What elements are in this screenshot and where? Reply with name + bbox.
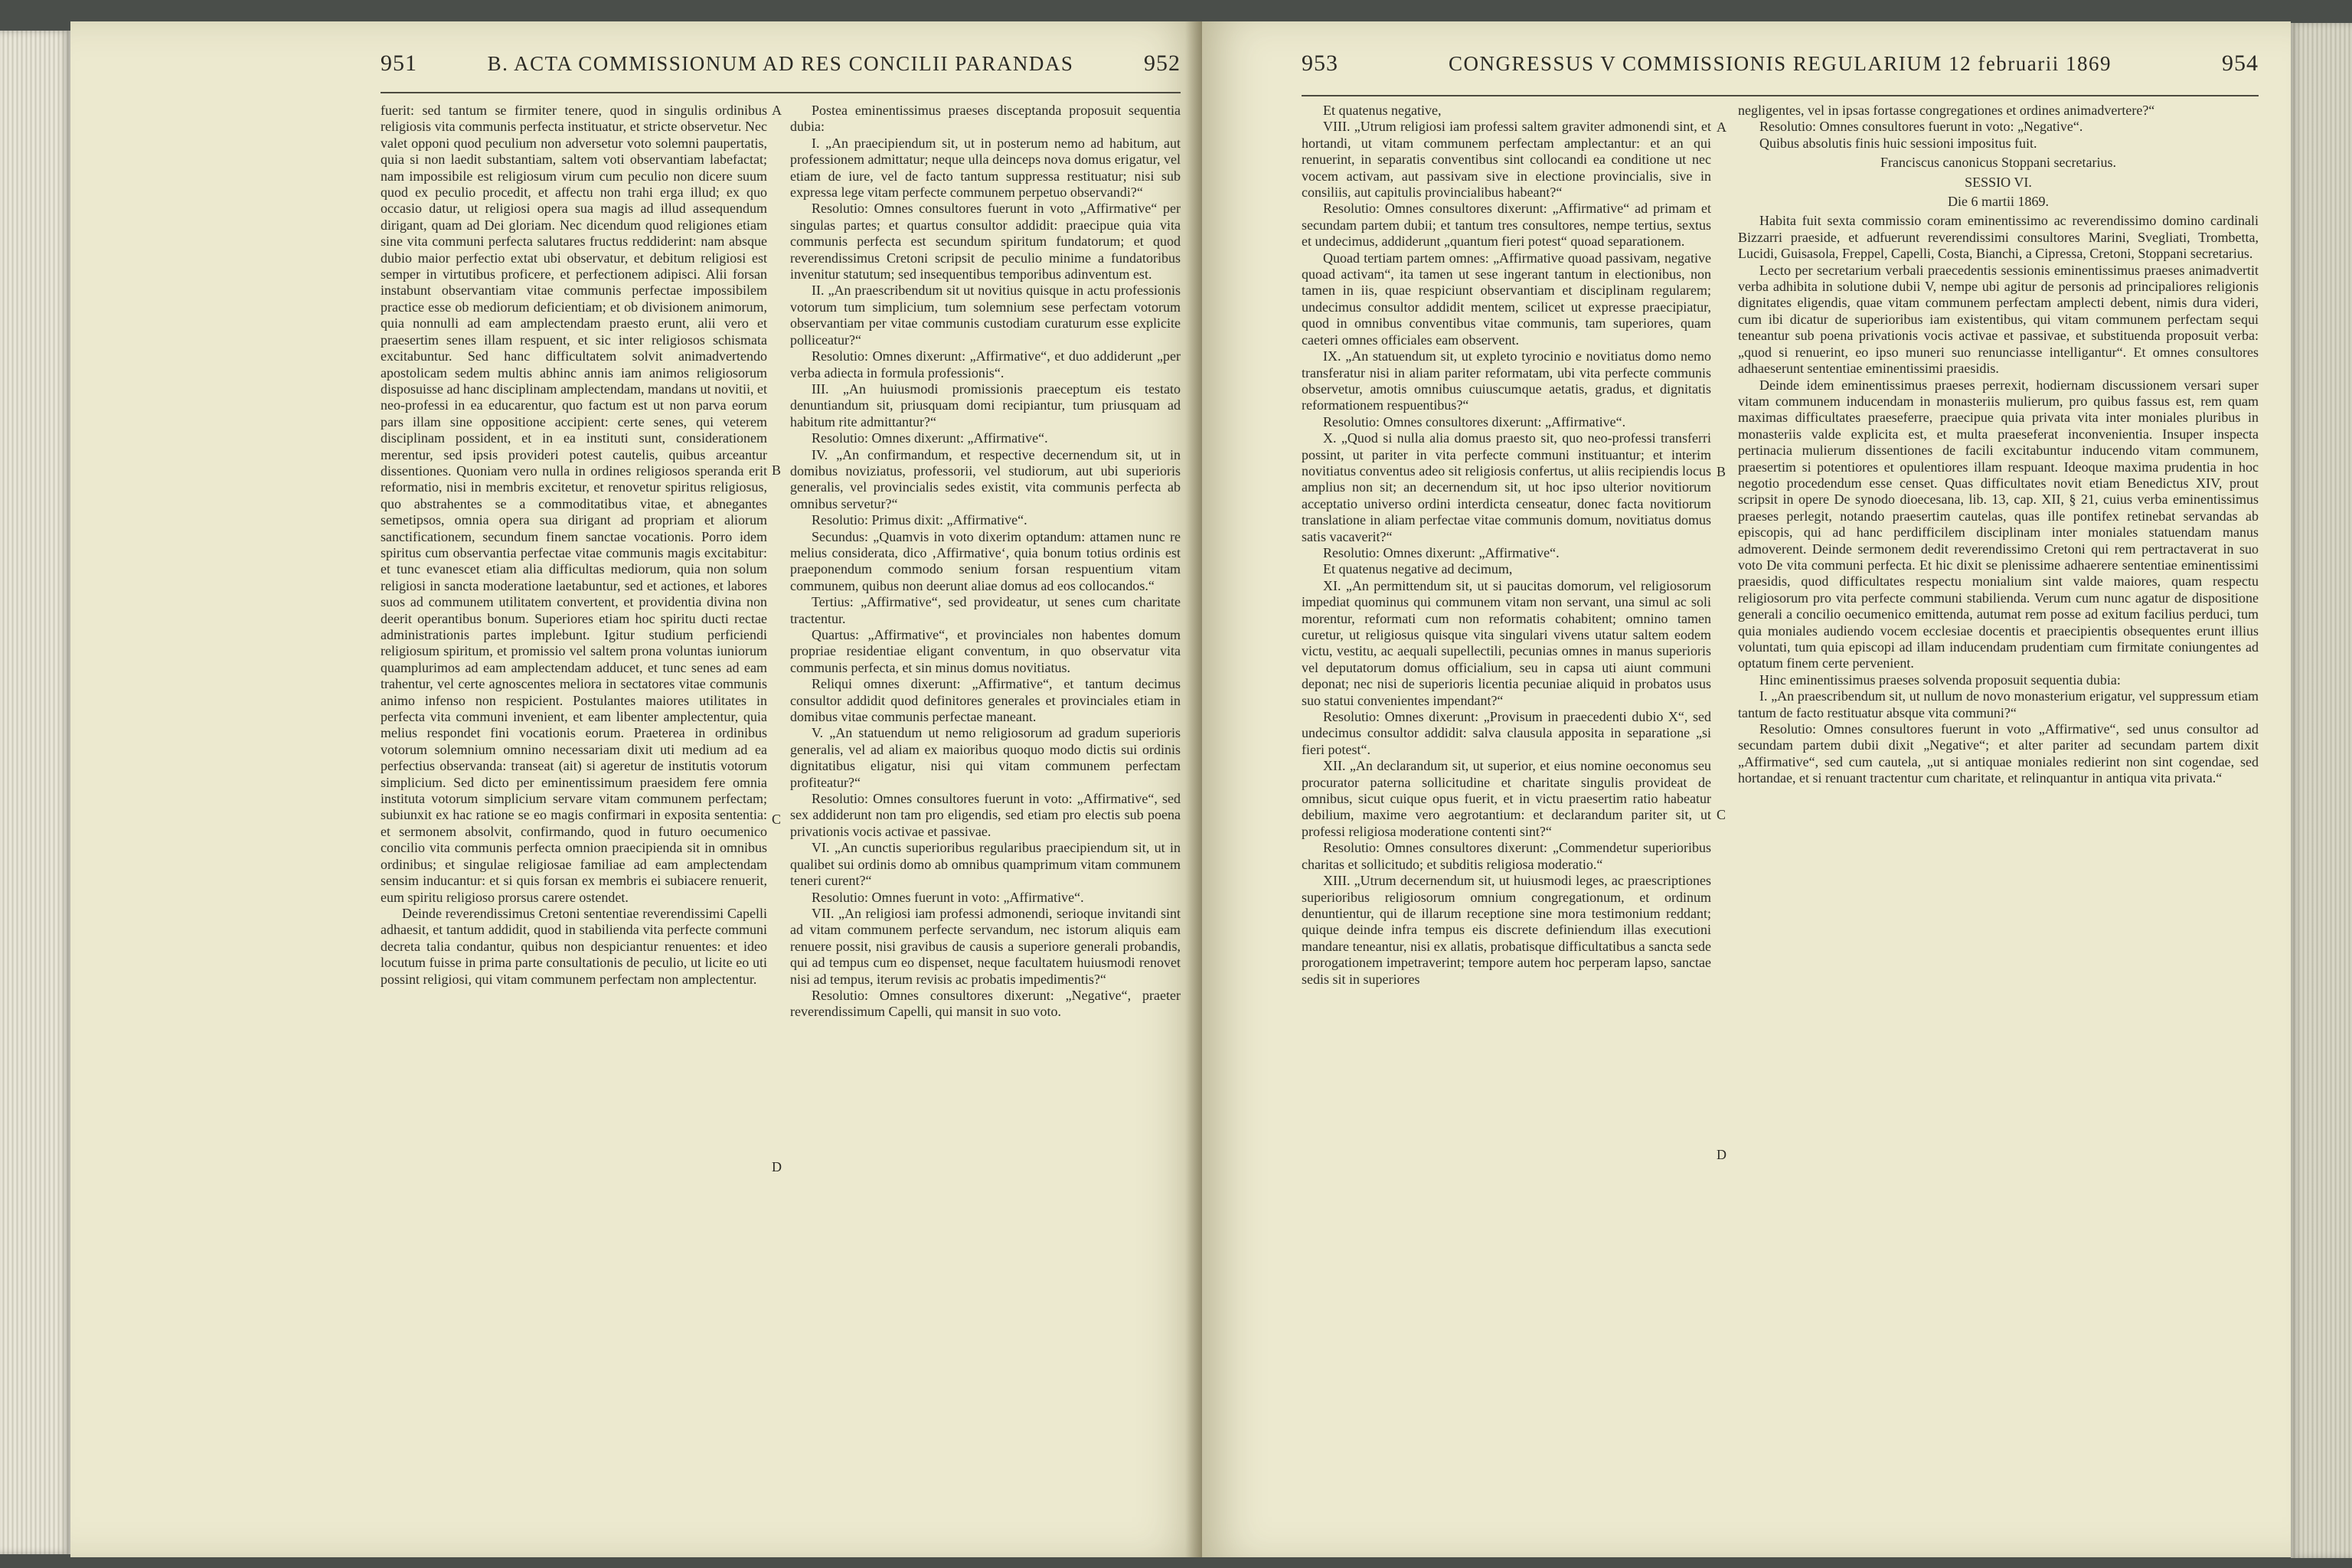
paragraph: II. „An praescribendum sit ut novitius quisque in actu professionis votorum tum simplicium, tum solemnium sese perfectam votorum observantiam per vitae communis custodiam curaturum esse explicite polliceatur?“: [790, 283, 1181, 348]
paragraph: Quartus: „Affirmative“, et provinciales non habentes domum propriae residentiae eligant conventum, in quo observatur vita communis perfecta, et sin minus domus novitiatus.: [790, 627, 1181, 675]
book-page-edges-left: [0, 31, 70, 1554]
paragraph: I. „An praecipiendum sit, ut in posterum nemo ad habitum, aut professionem admittatur; neque ulla deinceps nova domus erigatur, vel etiam de iure, vel de facto tantum suppressa restituatur; nisi sub expressa lege vitam perfecte communem perpetuo observandi?“: [790, 135, 1181, 201]
paragraph: Resolutio: Omnes fuerunt in voto: „Affirmative“.: [812, 889, 1084, 905]
paragraph: III. „An huiusmodi promissionis praeceptum eis testato denuntiandum sit, priusquam domi recipiantur, tum priusquam ad habitum rite admittantur?“: [790, 381, 1181, 430]
signature-line: Franciscus canonicus Stoppani secretarius.: [1880, 155, 2116, 171]
paragraph: fuerit: sed tantum se firmiter tenere, quod in singulis ordinibus religiosis vita communis perfecta instituatur, et stricte observetur. Nec valet opponi quod peculium non adversetur voto solemni paupertatis, quia si non laedit substantiam, saltem voti observantiam labefactat; nam impossibile est religiosum virum cum peculio non dicere suum quod ex peculio procedit, et affectu non trahi erga illud; ex quo occasio datur, ut religiosi opera sua magis ad illud assequendum dirigant, quam ad Dei gloriam. Nec dicendum quod religiones etiam sine vita communi perfecta salutares fructus reddiderint: nam absque dubio maior perfectio extat ubi observatur, et debitum religiosi est semper in virtutibus proficere, et perfectionem adipisci. Alii forsan instabunt observantiam vitae communis perfectae impossibilem practice esse ob mediorum deficientiam; et ob divisionem animorum, quia nonnulli ad eam amplectendam praesto erunt, alii vero et praesertim senes illam respuent, et sic inter religiosos schismata excitabuntur. Sed hanc difficultatem solvit animadvertendo apostolicam sedem multis abhinc annis iam animos religiosorum disposuisse ad hanc disciplinam amplectendam, mandans ut novitii, et neo-professi in ea educarentur, quo factum est ut non parva eorum pars illam sine oppositione accipient: certe senes, qui veterem disciplinam possident, et in ea instituti sunt, considerationem merentur, sed ipsis provideri potest cautelis, quibus arceantur dissentiones. Quoniam vero nulla in ordines religiosos speranda erit reformatio, nisi in membris excitetur, et renovetur spiritus religiosus, quo abstrahentes se a commoditatibus vitae, et abnegantes semetipsos, omnia opera sua dirigant ad propriam et aliorum sanctificationem, secundum finem sanctae vocationis. Porro idem spiritus cum observantia perfectae vitae communis magis excitabitur: et tunc evanescet etiam alia difficultas mediorum, quia non solum religiosi in sancta moderatione laetabuntur, sed et actiones, et labores suos ad communem utilitatem convertent, et providentia divina non deerit operantibus bonum. Superiores etiam hoc spiritu ducti rectae administrationis partes implebunt. Igitur studium perficiendi religiosum spiritum, et promissio vel saltem prona voluntas iuniorum quamplurimos ad eam amplectendam adducet, et tunc senes ad eam trahentur, vel certe agnoscentes meliora in sectatores vitae communis animo infenso non respicient. Postulantes maiores utilitates in perfecta vita communi invenient, et eam libenter amplectentur, quia melius respondet fini vocationis eorum. Praeterea in ordinibus votorum solemnium omnino necessariam dixit uti medium ad ea perfectius observanda: transeat (ait) si ageretur de institutis votorum simplicium. Sed dicto per eminentissimum praesidem fere omnia instituta votorum simplicium servare vitam communem perfectam; subiunxit ex hac ratione se eo magis confirmari in exposita sententia: et sermonem absolvit, confirmando, quod in futuro oecumenico concilio vita communis perfecta omnion praecipienda sit in omnibus ordinibus; et singulae religiosae familiae ad eam amplectendam sensim inducantur: et si quis forsan ex membris ei subiacere renuerit, eum spiritu religioso prorsus carere ostendet.: [381, 103, 767, 905]
margin-letter: C: [772, 812, 782, 827]
right-page-column-1: [1302, 103, 1711, 988]
left-page-column-2: [790, 103, 1181, 1021]
paragraph: VI. „An cunctis superioribus regularibus praecipiendum sit, ut in qualibet sui ordinis domo ab omnibus quamprimum vitam communem teneri curent?“: [790, 840, 1181, 889]
paragraph: XIII. „Utrum decernendum sit, ut huiusmodi leges, ac praescriptiones superioribus religiosorum omnium congregationum, et ordinum denuntientur, qui de illarum receptione sine mora testimonium reddant; quique deinde infra tempus eis discrete definiendum illas executioni mandare teneantur, nisi ex allatis, probatisque difficultatibus a sancta sede prorogationem impetraverint; tempore autem hoc perperam lapso, sanctae sedis sit in superiores: [1302, 873, 1711, 987]
paragraph: Resolutio: Omnes consultores fuerunt in voto „Affirmative“ per singulas partes; et quartus consultor addidit: praecipue quia vita communis perfecta est secundum spiritum fundatorum; et quod reverendissimus Cretoni scripsit de peculio minime a fundatoribus invenitur statutum; sed insequentibus temporibus adinventum est.: [790, 201, 1181, 283]
margin-letter: B: [1717, 464, 1726, 479]
paragraph: Resolutio: Omnes consultores dixerunt: „Affirmative“ ad primam et secundam partem dubii; et tantum tres consultores, nempe tertius, sextus et undecimus, addiderunt „quantum fieri potest“ quoad separationem.: [1302, 201, 1711, 250]
paragraph: Quoad tertiam partem omnes: „Affirmative quoad passivam, negative quoad activam“, ita tamen ut sese ingerant tantum in electionibus, non tamen in iis, quae respiciunt observantiam et disciplinam regularem; undecimus consultor addidit mentem, scilicet ut expresse praecipiatur, quod in omnibus conventibus vitae communis, tam superiores, quam caeteri omnes officiales eam observent.: [1302, 250, 1711, 348]
running-title: CONGRESSUS V COMMISSIONIS REGULARIUM 12 februarii 1869: [1448, 52, 2112, 75]
paragraph: Resolutio: Omnes dixerunt: „Affirmative“.: [1323, 544, 1560, 560]
margin-letter: B: [772, 462, 782, 478]
paragraph: Deinde reverendissimus Cretoni sententiae reverendissimi Capelli adhaesit, et tantum addidit, quod in stabilienda vita perfecte communi decreta talia condantur, quibus non despiciantur renuentes: et ideo locutum fuisse in prima parte consultationis de peculio, ut licite eo uti possint religiosi, qui vitam communem perfectam non amplectentur.: [381, 905, 767, 987]
running-title: B. ACTA COMMISSIONUM AD RES CONCILII PARANDAS: [487, 52, 1074, 75]
paragraph: VIII. „Utrum religiosi iam professi saltem graviter admonendi sint, et hortandi, ut vitam communem perfectam amplectantur: et an qui renuerint, in separatis conventibus sint collocandi ea conditione ut nec vocem activam, aut passivam sive in electione provincialis, sive in consiliis, aut capitulis provincialibus habeant?“: [1302, 119, 1711, 201]
paragraph: Resolutio: Omnes consultores dixerunt: „Affirmative“.: [1323, 413, 1626, 430]
paragraph: Resolutio: Omnes dixerunt: „Provisum in praecedenti dubio X“, sed undecimus consultor addidit: salva clausula apposita in separatione „si fieri potest“.: [1302, 709, 1711, 757]
paragraph: Hinc eminentissimus praeses solvenda proposuit sequentia dubia:: [1759, 671, 2121, 688]
margin-letter: A: [772, 103, 782, 118]
paragraph: Secundus: „Quamvis in voto dixerim optandum: attamen nunc re melius considerata, dico ‚Affirmative‘, quia bonum totius ordinis est praeponendum commodo senium forsan respuentium vitam communem, quibus non deerunt aliae domus ad eos collocandos.“: [790, 528, 1181, 593]
paragraph: Resolutio: Omnes consultores fuerunt in voto: „Affirmative“, sed sex addiderunt non tam pro eligendis, sed etiam pro electis sub poena privationis vocis activae et passivae.: [790, 791, 1181, 839]
margin-letter: D: [1717, 1147, 1726, 1162]
paragraph: X. „Quod si nulla alia domus praesto sit, quo neo-professi transferri possint, ut pariter in vita perfecte communi instituantur; et interim novitiatus conventus adeo sit religiosis confertus, ut aliis recipiendis locus amplius non sit; an decernendum sit, ut hoc ipso ulterior novitiorum acceptatio universo ordini interdicta censeatur, donec facta novitiorum translatione in aliam perfectae vitae communis domum, novitiatus domus satis vacaverit?“: [1302, 430, 1711, 544]
right-page-column-2: [1738, 103, 2259, 787]
margin-letter: A: [1717, 119, 1726, 135]
header-rule: [1302, 95, 2259, 96]
session-heading: SESSIO VI.: [1965, 174, 2032, 190]
book-page-edges-right: [2291, 23, 2352, 1558]
session-date: Die 6 martii 1869.: [1948, 194, 2049, 210]
page-number: 953: [1302, 51, 1338, 76]
paragraph: negligentes, vel in ipsas fortasse congregationes et ordines animadvertere?“: [1738, 103, 2155, 118]
margin-letter: C: [1717, 807, 1726, 822]
page-number: 951: [381, 51, 417, 76]
left-page-column-1: [381, 103, 767, 988]
paragraph: Resolutio: Omnes dixerunt: „Affirmative“.: [812, 430, 1048, 446]
paragraph: Et quatenus negative ad decimum,: [1323, 561, 1513, 577]
paragraph: Deinde idem eminentissimus praeses perrexit, hodiernam discussionem versari super vitam communem inducendam in monasteriis mulierum, pro quibus fassus est, rem quam maximas difficultates praeseferre, praecipue quia privata vita inter moniales pluribus in monasteriis valde explicita est, et multa praeseferat inconvenientia. Insuper inspecta pertinacia mulierum dissentiones de facili excitabuntur inducendo vitam communem, praesertim si potentiores et opulentiores illam respuant. Ideoque maxima prudentia in hoc negotio procedendum esse censet. Quas difficultates novit etiam Benedictus XIV, prout scripsit in opere De synodo dioecesana, lib. 13, cap. XII, § 21, cuius verba eminentissimus praeses perlegit, notando praesertim cautelas, quas ille pontifex retinebat servandas ab episcopis, qui ad hanc perdifficilem disciplinam inter moniales statuendam manus admoverent. Deinde sermonem dedit reverendissimo Cretoni qui rem pertractaverat in suo voto De vita communi perfecta. Et hic dixit se plenissime adhaerere sententiae eminentissimi praesidis, quod difficultates respectu monialium sint valde maiores, quam respectu religiosorum pro vita perfecte communi stabilienda. Verum cum nunc agatur de dispositione generali a concilio oecumenico emittenda, autumat rem posse ad exitum facilius perduci, tum quia moniales audiendo vocem ecclesiae docentis et praecipientis obsequentes erunt illius voluntati, tum quia episcopi ad illam inducendam prudentiam cum firmitate coniungentes ad optatum finem certe pervenient.: [1738, 377, 2259, 671]
paragraph: V. „An statuendum ut nemo religiosorum ad gradum superioris generalis, vel ad aliam ex maioribus quoquo modo dictis sui ordinis dignitatibus eligatur, nisi qui vitam communem perfectam profiteatur?“: [790, 725, 1181, 790]
left-page: [70, 21, 1202, 1557]
paragraph: Quibus absolutis finis huic sessioni impositus fuit.: [1759, 135, 2037, 151]
paragraph: Postea eminentissimus praeses disceptanda proposuit sequentia dubia:: [790, 103, 1181, 135]
right-page-header: [1302, 51, 2259, 89]
header-rule: [381, 92, 1181, 93]
paragraph: I. „An praescribendum sit, ut nullum de novo monasterium erigatur, vel suppressum etiam tantum de facto restituatur absque vita communi?“: [1738, 688, 2259, 720]
paragraph: Resolutio: Omnes consultores dixerunt: „Commendetur superioribus charitas et sollicitudo; et subditis religiosa moderatio.“: [1302, 840, 1711, 872]
paragraph: Resolutio: Omnes consultores dixerunt: „Negative“, praeter reverendissimum Capelli, qui mansit in suo voto.: [790, 987, 1181, 1020]
paragraph: Lecto per secretarium verbali praecedentis sessionis eminentissimus praeses animadvertit verba adhibita in solutione dubii V, nempe ubi agitur de personis ad principaliores religionis dignitates eligendis, quae vitam communem perfectam amplecti debent, nimis dura videri, cum ibi dicatur de superioribus iam existentibus, qui vitam communem perfectam sequi teneantur sub poena privationis vocis activae et passivae, et substituenda proposuit verba: „quod si renuerint, eo ipso muneri suo renunciasse intelligantur“. Et omnes consultores adhaeserunt sententiae eminentissimi praesidis.: [1738, 262, 2259, 377]
right-page: [1202, 21, 2291, 1557]
paragraph: IX. „An statuendum sit, ut expleto tyrocinio e novitiatus domo nemo transferatur nisi in aliam pariter reformatam, ubi vita perfecte communis observetur, amotis omnibus cuiuscumque aetatis, gradus, et dignitatis reformationem respuentibus?“: [1302, 348, 1711, 413]
paragraph: Habita fuit sexta commissio coram eminentissimo ac reverendissimo domino cardinali Bizzarri praeside, et adfuerunt reverendissimi consultores Marini, Svegliati, Trombetta, Lucidi, Guisasola, Freppel, Capelli, Costa, Bianchi, a Cipressa, Cretoni, Stoppani secretarius.: [1738, 213, 2259, 262]
paragraph: Resolutio: Omnes consultores fuerunt in voto: „Negative“.: [1759, 119, 2083, 135]
paragraph: VII. „An religiosi iam professi admonendi, serioque invitandi sint ad vitam communem perfecte servandum, nec istorum aliquis eam renuere possit, nisi gravibus de causis a superiore generali probandis, qui ad tempus cum eo dispenset, neque facultatem huiusmodi renovet nisi ad tempus, iterum revisis ac probatis impedimentis?“: [790, 905, 1181, 987]
paragraph: XI. „An permittendum sit, ut si paucitas domorum, vel religiosorum impediat quominus qui communem vitam non servant, una simul ac soli morentur, reformati cum non reformatis cohabitent; omnino tamen curetur, ut religiosus quisque vita singulari vivens utatur saltem eodem victu, vestitu, ac aequali supellectili, pecunias omnes in manus superioris vel deputatorum domus officialium, seu in capsa uti aiunt communi deponat; nec nisi de superioris licentia pecuniae aliquid in probatos usus suo statui convenientes impendant?“: [1302, 577, 1711, 708]
paragraph: Et quatenus negative,: [1323, 103, 1442, 118]
left-page-header: [381, 51, 1181, 89]
paragraph: Resolutio: Omnes consultores fuerunt in voto „Affirmative“, sed unus consultor ad secundam partem dubii dixit „Negative“; et alter pariter ad secundam partem dixit „Affirmative“, sed cum cautela, „ut si antiquae moniales redierint non sint cogendae, sed hortandae, et si renuant tractentur cum charitate, et relinquantur in antiqua vita privata.“: [1738, 721, 2259, 786]
paragraph: Tertius: „Affirmative“, sed provideatur, ut senes cum charitate tractentur.: [790, 594, 1181, 626]
page-number: 954: [2222, 51, 2259, 76]
page-number: 952: [1144, 51, 1181, 76]
paragraph: IV. „An confirmandum, et respective decernendum sit, ut in domibus noviziatus, professorii, vel studiorum, aut ubi superioris generalis, vel provincialis sedes existit, vita communis perfecta ab omnibus servetur?“: [790, 446, 1181, 511]
margin-letter: D: [772, 1159, 782, 1174]
paragraph: XII. „An declarandum sit, ut superior, et eius nomine oeconomus seu procurator paterna sollicitudine et charitate singulis provideat de omnibus, sicut cuique opus fuerit, et in victu praesertim ratio habeatur debilium, maxime vero aegrotantium: et declarandum pariter sit, ut professi religiosa moderatione contenti sint?“: [1302, 758, 1711, 839]
paragraph: Resolutio: Primus dixit: „Affirmative“.: [812, 512, 1027, 528]
paragraph: Reliqui omnes dixerunt: „Affirmative“, et tantum decimus consultor addidit quod definitores generales et provinciales etiam in domibus vitae communis perfectae maneant.: [790, 676, 1181, 725]
paragraph: Resolutio: Omnes dixerunt: „Affirmative“, et duo addiderunt „per verba adiecta in formula professionis“.: [790, 348, 1181, 381]
